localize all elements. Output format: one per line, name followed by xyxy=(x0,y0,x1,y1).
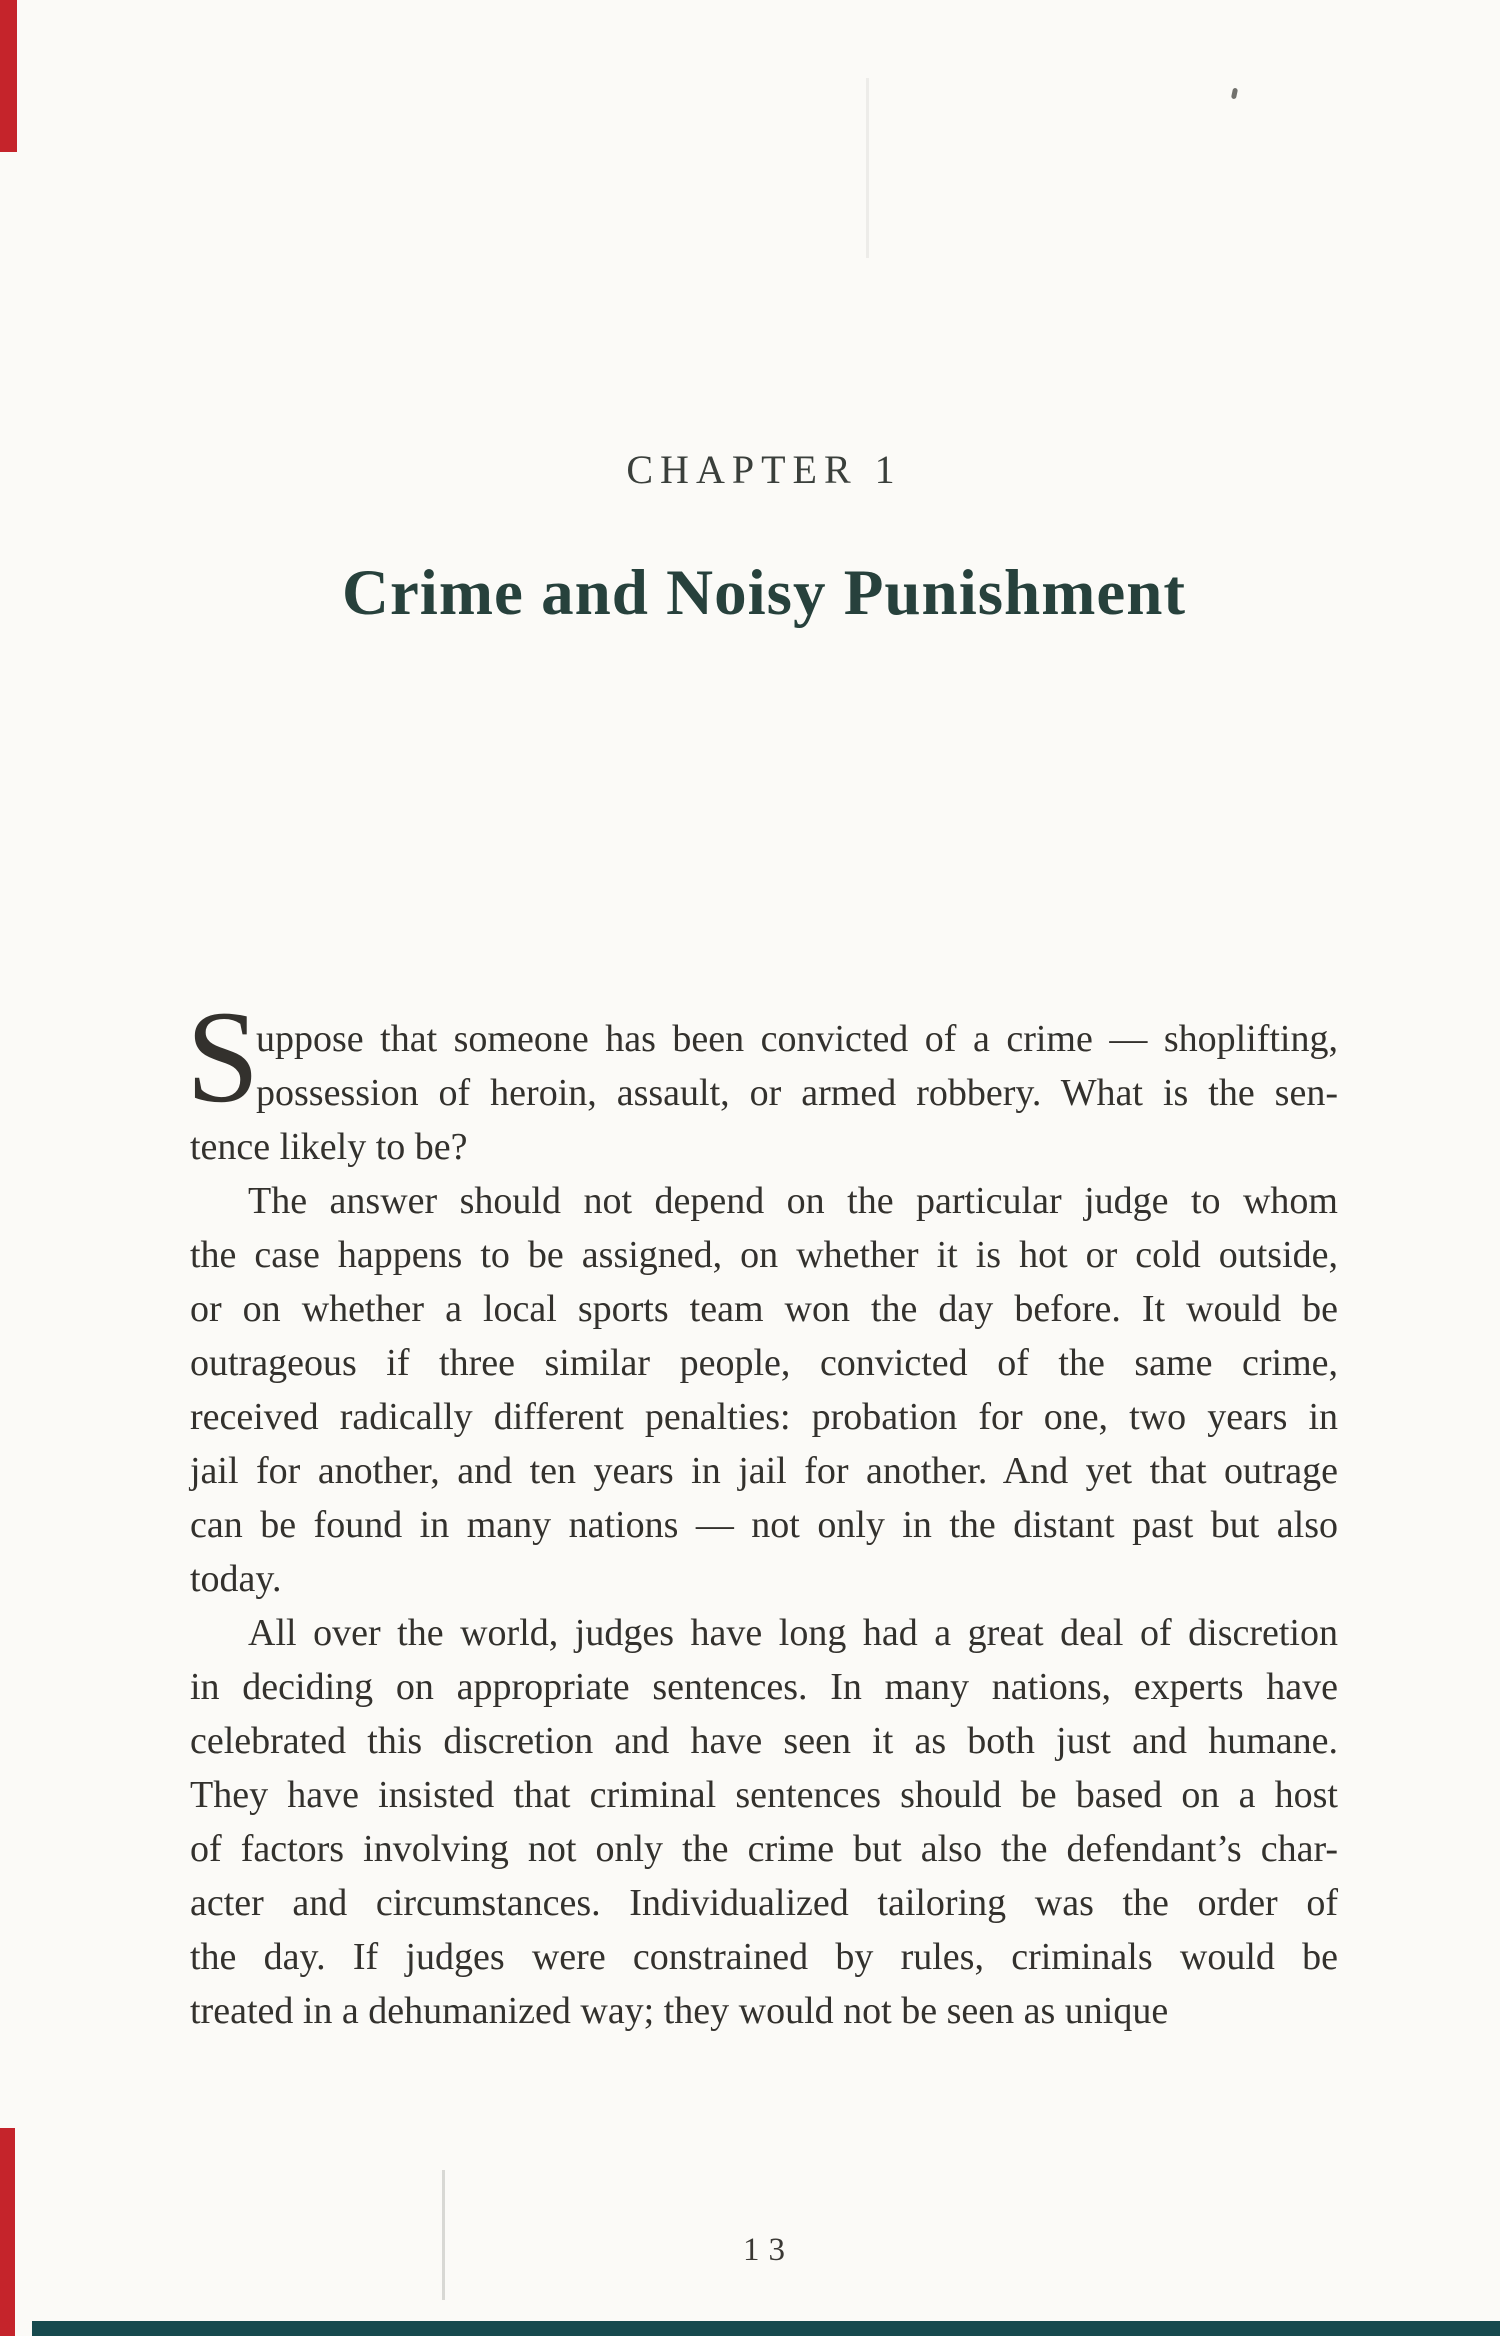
text-line: outrageous if three similar people, convicted of the same crime, xyxy=(190,1342,1338,1384)
text-line: tence likely to be? xyxy=(190,1126,468,1168)
chapter-label: CHAPTER 1 xyxy=(626,447,902,492)
scan-artifact-line xyxy=(866,78,869,258)
text-line: received radically different penalties: probation for one, two years in xyxy=(190,1396,1338,1438)
page-number: 13 xyxy=(743,2232,794,2268)
chapter-title: Crime and Noisy Punishment xyxy=(342,557,1186,629)
paragraph xyxy=(186,983,1338,1174)
text-line: uppose that someone has been convicted of a crime — shoplifting, xyxy=(256,1018,1338,1060)
cover-edge-red-top xyxy=(0,0,17,152)
text-line: the day. If judges were constrained by rules, criminals would be xyxy=(190,1936,1338,1978)
text-line: treated in a dehumanized way; they would not be seen as unique xyxy=(190,1990,1169,2032)
text-line: in deciding on appropriate sentences. In many nations, experts have xyxy=(190,1666,1338,1708)
text-line: They have insisted that criminal sentences should be based on a host xyxy=(190,1774,1338,1816)
text-line: celebrated this discretion and have seen it as both just and humane. xyxy=(190,1720,1338,1762)
text-line: today. xyxy=(190,1558,282,1600)
text-line: The answer should not depend on the particular judge to whom xyxy=(248,1180,1338,1222)
drop-cap: S xyxy=(186,983,260,1130)
text-line: the case happens to be assigned, on whether it is hot or cold outside, xyxy=(190,1234,1338,1276)
text-line: All over the world, judges have long had a great deal of discretion xyxy=(248,1612,1338,1654)
text-line: or on whether a local sports team won the day before. It would be xyxy=(190,1288,1338,1330)
text-line: jail for another, and ten years in jail for another. And yet that outrage xyxy=(190,1450,1338,1492)
text-line: possession of heroin, assault, or armed robbery. What is the sen- xyxy=(256,1072,1338,1114)
text-line: of factors involving not only the crime but also the defendant’s char- xyxy=(190,1828,1338,1870)
text-line: acter and circumstances. Individualized tailoring was the order of xyxy=(190,1882,1338,1924)
cover-edge-teal-bottom xyxy=(32,2321,1500,2336)
body-text xyxy=(186,983,1338,2038)
cover-edge-red-bottom xyxy=(0,2128,15,2336)
paragraph xyxy=(190,1606,1338,2038)
paragraph xyxy=(190,1174,1338,1606)
text-line: can be found in many nations — not only in the distant past but also xyxy=(190,1504,1338,1546)
scan-artifact-speck xyxy=(1231,88,1238,100)
